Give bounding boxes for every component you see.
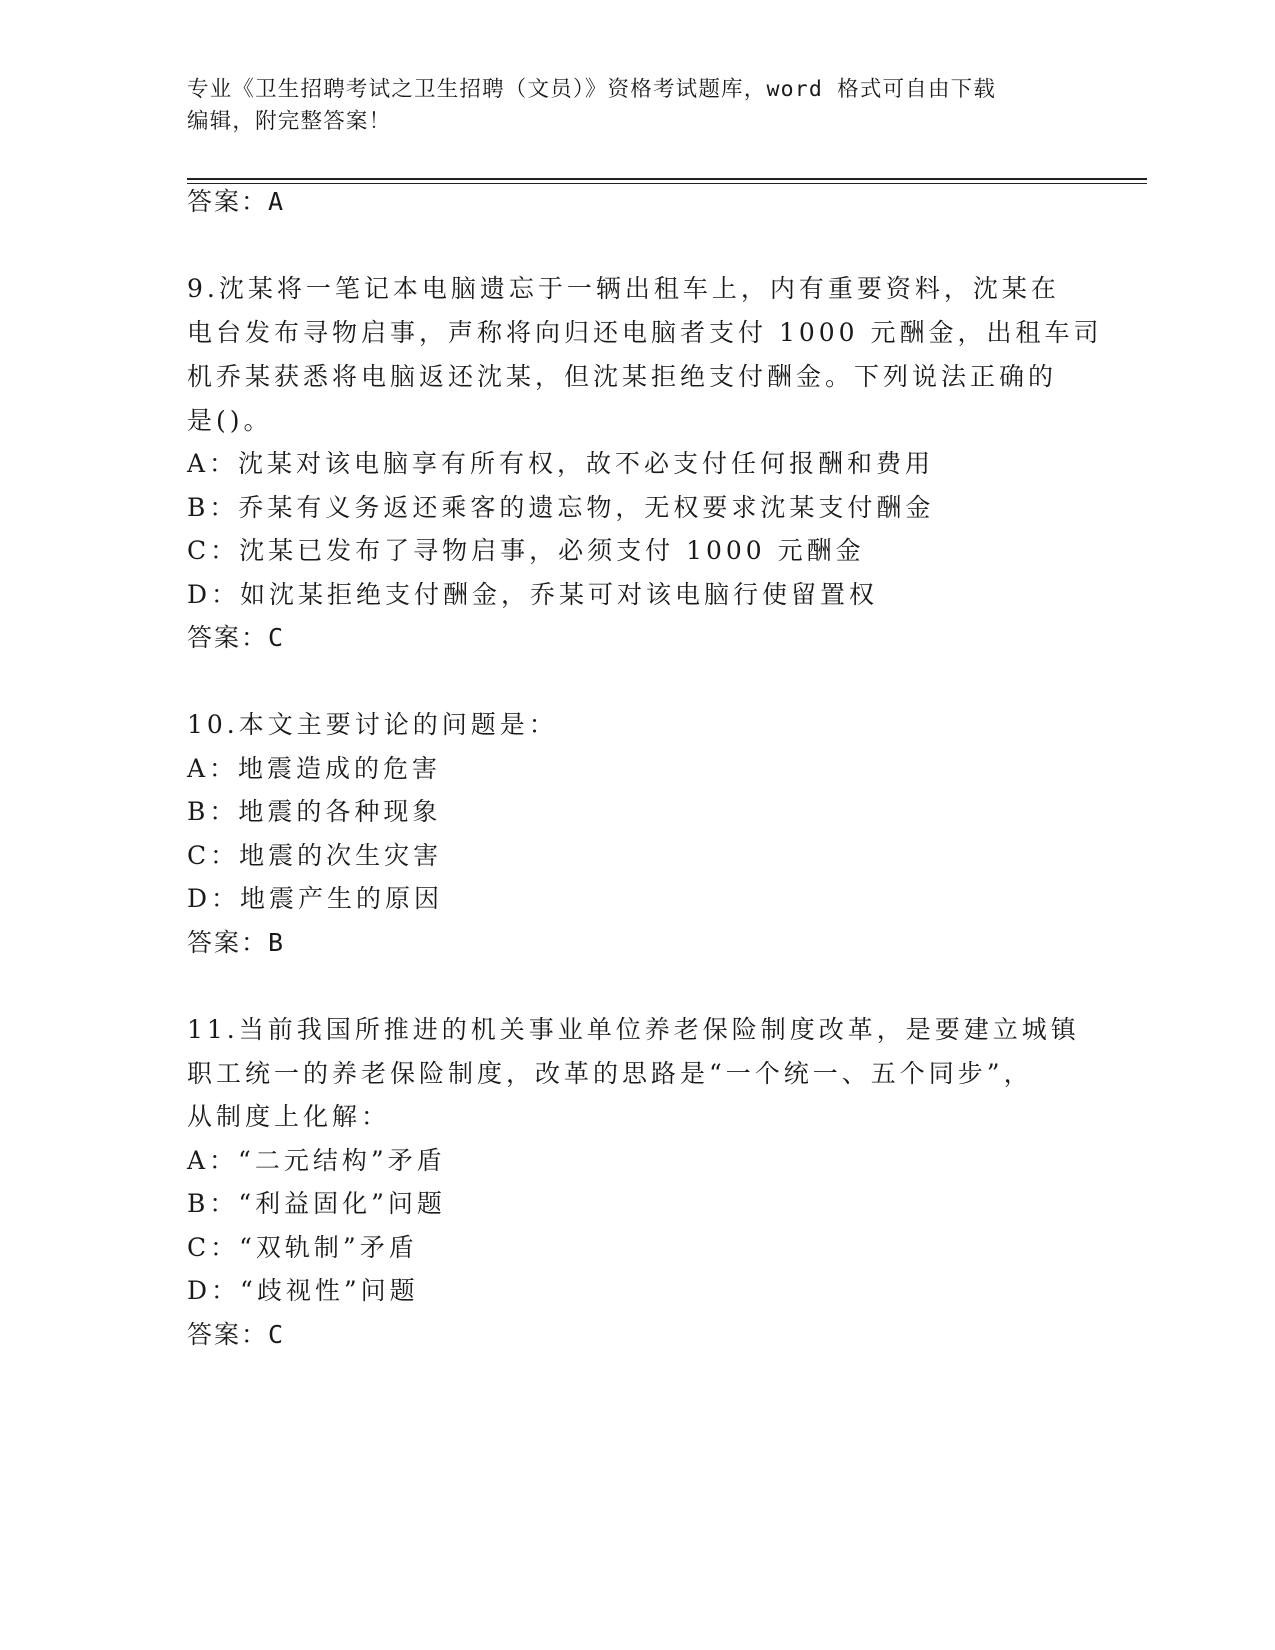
question-9-line-3: 机乔某获悉将电脑返还沈某，但沈某拒绝支付酬金。下列说法正确的 — [187, 362, 1058, 391]
question-9-option-c: C：沈某已发布了寻物启事，必须支付 1000 元酬金 — [187, 536, 865, 565]
question-11-option-b: B：“利益固化”问题 — [187, 1189, 446, 1218]
question-9-line-1: 9.沈某将一笔记本电脑遗忘于一辆出租车上，内有重要资料，沈某在 — [187, 274, 1060, 303]
header-line-2: 编辑，附完整答案！ — [187, 109, 392, 134]
question-9-answer: 答案：C — [187, 623, 286, 652]
question-11-option-a: A：“二元结构”矛盾 — [187, 1146, 446, 1175]
question-9-line-4: 是()。 — [187, 406, 273, 435]
question-10-option-c: C：地震的次生灾害 — [187, 841, 443, 870]
question-9-option-b: B：乔某有义务返还乘客的遗忘物，无权要求沈某支付酬金 — [187, 493, 935, 522]
question-11-answer: 答案：C — [187, 1320, 286, 1349]
question-9-option-a: A：沈某对该电脑享有所有权，故不必支付任何报酬和费用 — [187, 449, 935, 478]
header-divider-thin — [187, 183, 1147, 184]
question-10-option-d: D：地震产生的原因 — [187, 884, 444, 913]
header-divider-thick — [187, 178, 1147, 180]
question-10-option-b: B：地震的各种现象 — [187, 797, 442, 826]
header-line-1: 专业《卫生招聘考试之卫生招聘（文员）》资格考试题库，word 格式可自由下载 — [187, 77, 997, 102]
question-10-line-1: 10.本文主要讨论的问题是： — [187, 710, 558, 739]
question-11-line-3: 从制度上化解： — [187, 1102, 391, 1131]
document-header — [187, 74, 1087, 138]
question-11-option-c: C：“双轨制”矛盾 — [187, 1233, 418, 1262]
question-9-line-2: 电台发布寻物启事，声称将向归还电脑者支付 1000 元酬金，出租车司 — [187, 318, 1103, 347]
question-11-option-d: D：“歧视性”问题 — [187, 1276, 419, 1305]
question-11-line-2: 职工统一的养老保险制度，改革的思路是“一个统一、五个同步”， — [187, 1059, 1033, 1088]
question-9-option-d: D：如沈某拒绝支付酬金，乔某可对该电脑行使留置权 — [187, 580, 879, 609]
answer-line: 答案：A — [187, 187, 286, 216]
question-11-line-1: 11.当前我国所推进的机关事业单位养老保险制度改革，是要建立城镇 — [187, 1015, 1080, 1044]
question-10-answer: 答案：B — [187, 928, 286, 957]
question-10-option-a: A：地震造成的危害 — [187, 754, 442, 783]
